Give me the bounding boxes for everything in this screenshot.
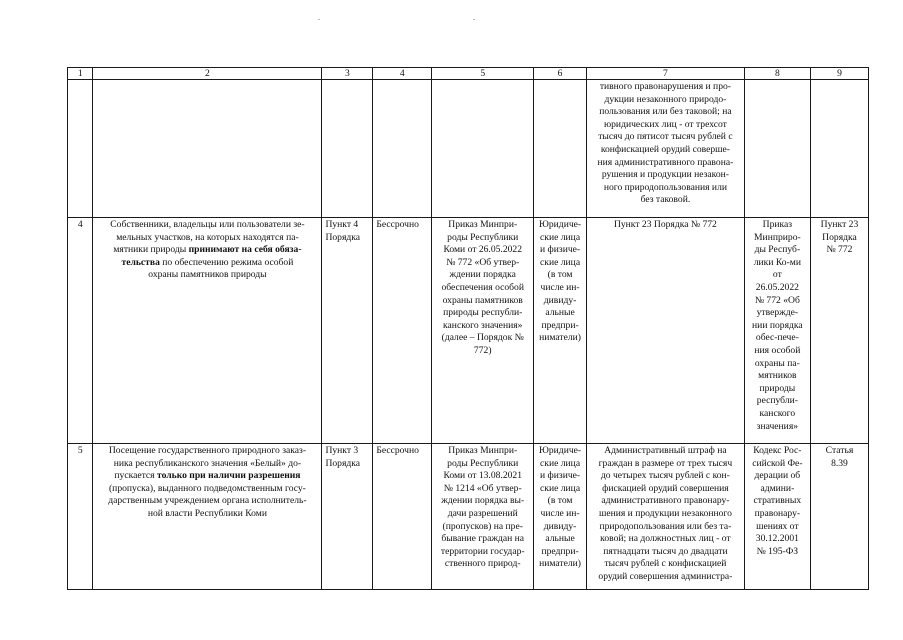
term-cell: Бессрочно	[373, 444, 432, 590]
column-header-6: 6	[534, 68, 587, 80]
column-header-7: 7	[587, 68, 745, 80]
column-number-header-row	[68, 68, 869, 80]
basis-point-cell: Пункт 3 Порядка	[322, 444, 373, 590]
table-row-4	[68, 218, 869, 444]
subjects-cell	[534, 80, 587, 218]
column-header-3: 3	[322, 68, 373, 80]
scan-speck	[318, 19, 320, 20]
liability-act-cell	[744, 80, 810, 218]
requirement-text-end: по обеспечению режима особой охраны памятников природы	[148, 256, 294, 281]
term-cell	[373, 80, 432, 218]
requirement-bold-text: принимают на себя обяза- тельства	[121, 244, 302, 268]
scan-speck	[473, 19, 475, 20]
requirement-text: Посещение государственного природного заказ- ника республиканского значения «Белый» до- пускается	[108, 445, 307, 482]
row-number-cell	[68, 80, 93, 218]
requirement-text-end: (пропуска), выданного подведомственным госу- дарственным учреждением органа исполнитель- ной власти Республики Коми	[108, 482, 307, 519]
column-header-4: 4	[373, 68, 432, 80]
requirement-text: Собственники, владельцы или пользователи зе- мельных участков, на которых находятся па- мятники природы	[110, 219, 305, 256]
requirement-cell	[93, 80, 322, 218]
requirement-cell	[93, 444, 322, 590]
liability-article-cell: Статья 8.39	[810, 444, 868, 590]
liability-article-cell: Пункт 23 Порядка № 772	[810, 218, 868, 444]
liability-act-cell: Кодекс Рос- сийской Фе- дерации об админи- стративных правонару- шениях от 30.12.2001 № 195-ФЗ	[744, 444, 810, 590]
basis-point-cell: Пункт 4 Порядка	[322, 218, 373, 444]
legal-act-cell	[432, 80, 534, 218]
requirement-bold-text: только при наличии разрешения	[157, 470, 301, 482]
table-row-5	[68, 444, 869, 590]
column-header-1: 1	[68, 68, 93, 80]
subjects-cell: Юридиче- ские лица и физиче- ские лица (в том числе ин- дивиду- альные предпри- ниматели)	[534, 218, 587, 444]
requirement-cell	[93, 218, 322, 444]
term-cell: Бессрочно	[373, 218, 432, 444]
liability-act-cell: Приказ Минприро- ды Респуб- лики Ко-ми от 26.05.2022 № 772 «Об утвержде- нии порядка обес-пече- ния особой охраны па- мятников природы республи- канского значения»	[744, 218, 810, 444]
liability-cell: тивного правонарушения и про- дукции незаконного природо- пользования или без таковой; на юридических лиц - от трехсот тысяч до пятисот тысяч рублей с конфискацией орудий соверше- ния административного правона- рушения и продукции незакон- ного природопользования или без таковой.	[587, 80, 745, 218]
column-header-8: 8	[744, 68, 810, 80]
liability-cell: Пункт 23 Порядка № 772	[587, 218, 745, 444]
basis-point-cell	[322, 80, 373, 218]
column-header-9: 9	[810, 68, 868, 80]
subjects-cell: Юридиче- ские лица и физиче- ские лица (в том числе ин- дивиду- альные предпри- ниматели)	[534, 444, 587, 590]
legal-act-cell: Приказ Минпри- роды Республики Коми от 13.08.2021 № 1214 «Об утвер- ждении порядка вы- дачи разрешений (пропусков) на пре- бывание граждан на территории государ- ственного природ-	[432, 444, 534, 590]
regulation-table	[67, 67, 869, 590]
liability-cell: Административный штраф на граждан в размере от трех тысяч до четырех тысяч рублей с кон- фискацией орудий совершения административного правонару- шения и продукции незаконного природопользования или без та- ковой; на должностных лиц - от пятнадцати тысяч до двадцати тысяч рублей с конфискацией орудий совершения администра-	[587, 444, 745, 590]
column-header-5: 5	[432, 68, 534, 80]
row-number-cell: 4	[68, 218, 93, 444]
legal-act-cell: Приказ Минпри- роды Республики Коми от 26.05.2022 № 772 «Об утвер- ждении порядка обеспечения особой охраны памятников природы республи- канского значения» (далее – Порядок № 772)	[432, 218, 534, 444]
row-number-cell: 5	[68, 444, 93, 590]
liability-article-cell	[810, 80, 868, 218]
table-row-continuation	[68, 80, 869, 218]
column-header-2: 2	[93, 68, 322, 80]
